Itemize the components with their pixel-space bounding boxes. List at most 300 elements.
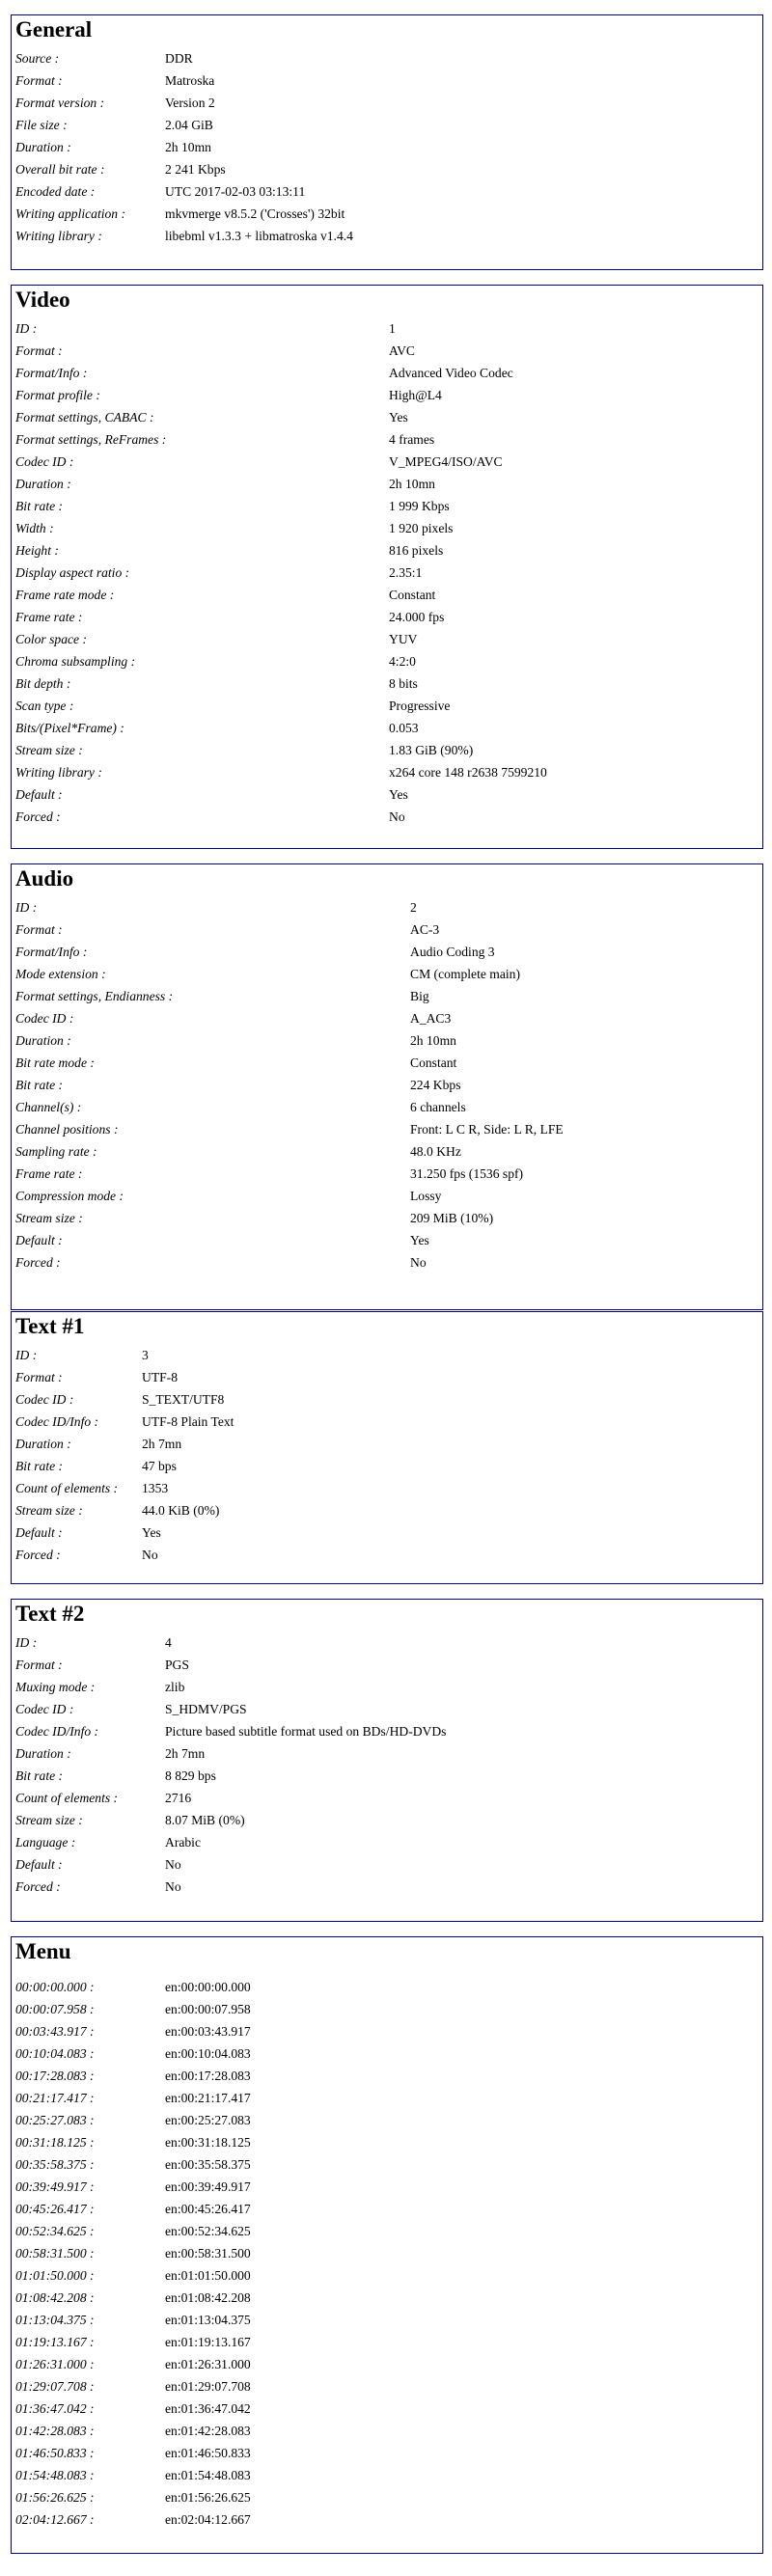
section-title: Text #1 [15, 1314, 85, 1338]
field-label: 01:46:50.833 : [15, 2446, 95, 2460]
info-row [15, 1251, 762, 1274]
field-label: 00:10:04.083 : [15, 2046, 95, 2061]
info-row [15, 918, 762, 941]
info-row [15, 1477, 762, 1499]
field-label: 00:45:26.417 : [15, 2202, 95, 2216]
field-value: AC-3 [410, 922, 440, 937]
field-label: Format/Info : [15, 366, 88, 380]
field-label: Bit rate : [15, 1459, 64, 1473]
field-value: en:01:29:07.708 [165, 2379, 251, 2394]
field-label: 01:54:48.083 : [15, 2468, 95, 2482]
info-row [15, 2020, 762, 2042]
field-label: Writing library : [15, 765, 102, 780]
audio-section [11, 863, 763, 1310]
info-row [15, 1007, 762, 1029]
field-label: 01:19:13.167 : [15, 2335, 95, 2349]
info-row [15, 628, 762, 650]
field-label: Codec ID : [15, 1702, 74, 1716]
field-label: Bits/(Pixel*Frame) : [15, 721, 124, 735]
info-row [15, 203, 762, 225]
info-row [15, 1140, 762, 1163]
info-rows [15, 47, 762, 247]
info-rows [15, 896, 762, 1274]
field-value: V_MPEG4/ISO/AVC [389, 454, 503, 469]
info-row [15, 1998, 762, 2020]
field-value: Picture based subtitle format used on BDs/HD-DVDs [165, 1724, 447, 1739]
field-value: 8 bits [389, 676, 418, 691]
info-row [15, 1388, 762, 1411]
field-value: 0.053 [389, 721, 419, 735]
field-label: ID : [15, 1635, 38, 1650]
field-label: Duration : [15, 1746, 71, 1761]
field-label: Frame rate : [15, 610, 83, 624]
field-label: Codec ID/Info : [15, 1724, 99, 1739]
info-row [15, 1344, 762, 1366]
info-row [15, 1698, 762, 1720]
field-label: 01:13:04.375 : [15, 2313, 95, 2327]
field-label: Forced : [15, 809, 61, 824]
info-row [15, 1433, 762, 1455]
info-row [15, 963, 762, 985]
info-row [15, 1366, 762, 1388]
field-value: en:00:35:58.375 [165, 2157, 251, 2172]
info-row [15, 384, 762, 406]
field-label: 00:39:49.917 : [15, 2179, 95, 2194]
field-label: Duration : [15, 1437, 71, 1451]
field-label: Color space : [15, 632, 88, 646]
field-value: 24.000 fps [389, 610, 445, 624]
field-label: Bit rate : [15, 499, 64, 513]
info-row [15, 2065, 762, 2087]
field-label: ID : [15, 321, 38, 336]
info-row [15, 1207, 762, 1229]
info-row [15, 69, 762, 92]
field-value: en:00:21:17.417 [165, 2091, 251, 2105]
info-row [15, 806, 762, 828]
field-value: en:00:39:49.917 [165, 2179, 251, 2194]
field-label: Count of elements : [15, 1791, 119, 1805]
field-value: Progressive [389, 699, 451, 713]
info-rows [15, 1344, 762, 1566]
field-value: en:01:46:50.833 [165, 2446, 251, 2460]
info-row [15, 1876, 762, 1898]
field-label: Height : [15, 543, 59, 558]
field-value: 2h 10mn [410, 1033, 456, 1048]
field-value: en:00:00:00.000 [165, 1980, 251, 1994]
video-section [11, 285, 763, 849]
field-label: ID : [15, 900, 38, 915]
info-row [15, 1720, 762, 1742]
field-value: en:00:45:26.417 [165, 2202, 251, 2216]
field-label: Format : [15, 1370, 63, 1384]
info-row [15, 47, 762, 69]
field-label: Format profile : [15, 388, 100, 402]
info-row [15, 2131, 762, 2153]
field-value: UTF-8 Plain Text [142, 1414, 234, 1429]
field-label: Muxing mode : [15, 1680, 96, 1694]
info-row [15, 941, 762, 963]
info-row [15, 1631, 762, 1654]
info-row [15, 1052, 762, 1074]
field-label: Source : [15, 51, 60, 66]
info-row [15, 539, 762, 562]
general-section [11, 14, 763, 270]
info-row [15, 761, 762, 783]
info-row [15, 428, 762, 451]
field-value: en:00:31:18.125 [165, 2135, 251, 2150]
field-label: 00:58:31.500 : [15, 2246, 95, 2261]
field-label: Forced : [15, 1255, 61, 1270]
field-value: No [142, 1548, 158, 1562]
field-label: Default : [15, 1233, 63, 1247]
field-value: x264 core 148 r2638 7599210 [389, 765, 547, 780]
info-row [15, 1185, 762, 1207]
field-label: 00:00:07.958 : [15, 2002, 95, 2016]
field-value: AVC [389, 343, 415, 358]
info-row [15, 2287, 762, 2309]
info-row [15, 225, 762, 247]
field-value: 8 829 bps [165, 1768, 216, 1783]
info-row [15, 340, 762, 362]
field-value: en:01:42:28.083 [165, 2424, 251, 2438]
field-value: Version 2 [165, 96, 215, 110]
field-value: Lossy [410, 1189, 442, 1203]
field-value: en:02:04:12.667 [165, 2512, 251, 2527]
info-row [15, 2198, 762, 2220]
field-value: libebml v1.3.3 + libmatroska v1.4.4 [165, 229, 353, 243]
field-label: 02:04:12.667 : [15, 2512, 95, 2527]
field-label: 01:42:28.083 : [15, 2424, 95, 2438]
field-value: Constant [410, 1055, 457, 1070]
field-label: Width : [15, 521, 54, 535]
field-value: en:01:54:48.083 [165, 2468, 251, 2482]
field-label: Language : [15, 1835, 76, 1850]
info-row [15, 1742, 762, 1765]
field-label: Format settings, ReFrames : [15, 432, 167, 447]
info-row [15, 2309, 762, 2331]
info-row [15, 1676, 762, 1698]
info-row [15, 2153, 762, 2176]
field-value: en:00:25:27.083 [165, 2113, 251, 2127]
field-value: en:00:03:43.917 [165, 2024, 251, 2039]
field-value: 2h 10mn [389, 477, 435, 491]
field-value: 4 frames [389, 432, 435, 447]
field-label: 00:52:34.625 : [15, 2224, 95, 2238]
info-row [15, 896, 762, 918]
field-value: 44.0 KiB (0%) [142, 1503, 220, 1518]
field-value: DDR [165, 51, 193, 66]
field-value: 209 MiB (10%) [410, 1211, 494, 1225]
field-label: Frame rate : [15, 1166, 83, 1181]
field-value: en:01:01:50.000 [165, 2268, 251, 2283]
section-title: Menu [15, 1939, 71, 1963]
section-title: Video [15, 288, 70, 312]
field-value: YUV [389, 632, 418, 646]
info-row [15, 2398, 762, 2420]
field-value: 1 [389, 321, 396, 336]
field-value: en:00:17:28.083 [165, 2069, 251, 2083]
field-label: Chroma subsampling : [15, 654, 136, 669]
field-value: Advanced Video Codec [389, 366, 513, 380]
info-row [15, 2264, 762, 2287]
field-value: UTF-8 [142, 1370, 179, 1384]
field-value: High@L4 [389, 388, 442, 402]
field-value: S_TEXT/UTF8 [142, 1392, 225, 1407]
field-label: ID : [15, 1348, 38, 1362]
field-value: No [410, 1255, 427, 1270]
field-value: 2 [410, 900, 417, 915]
info-row [15, 1455, 762, 1477]
info-row [15, 317, 762, 340]
field-label: Compression mode : [15, 1189, 124, 1203]
field-label: Duration : [15, 140, 71, 154]
field-label: 00:31:18.125 : [15, 2135, 95, 2150]
field-label: Encoded date : [15, 184, 96, 199]
field-label: Duration : [15, 477, 71, 491]
field-label: Stream size : [15, 1503, 83, 1518]
field-value: en:01:19:13.167 [165, 2335, 251, 2349]
field-label: Format : [15, 73, 63, 88]
info-row [15, 1787, 762, 1809]
field-value: zlib [165, 1680, 185, 1694]
info-row [15, 562, 762, 584]
field-value: 47 bps [142, 1459, 177, 1473]
info-row [15, 717, 762, 739]
field-value: 1.83 GiB (90%) [389, 743, 474, 757]
info-row [15, 2220, 762, 2242]
info-row [15, 1029, 762, 1052]
field-label: File size : [15, 118, 68, 132]
field-value: 1 920 pixels [389, 521, 454, 535]
info-row [15, 2353, 762, 2375]
field-label: Writing library : [15, 229, 102, 243]
field-label: Count of elements : [15, 1481, 119, 1495]
field-value: 8.07 MiB (0%) [165, 1813, 245, 1827]
field-label: Overall bit rate : [15, 162, 105, 177]
field-label: Mode extension : [15, 967, 106, 981]
info-row [15, 180, 762, 203]
field-label: Duration : [15, 1033, 71, 1048]
field-value: 31.250 fps (1536 spf) [410, 1166, 524, 1181]
info-row [15, 2331, 762, 2353]
field-value: Yes [389, 787, 408, 802]
field-value: en:01:26:31.000 [165, 2357, 251, 2371]
field-label: 01:08:42.208 : [15, 2290, 95, 2305]
field-label: 01:29:07.708 : [15, 2379, 95, 2394]
field-label: 00:35:58.375 : [15, 2157, 95, 2172]
field-value: en:01:08:42.208 [165, 2290, 251, 2305]
info-row [15, 1544, 762, 1566]
field-label: 01:36:47.042 : [15, 2401, 95, 2416]
menu-section [11, 1936, 763, 2554]
info-rows [15, 1631, 762, 1898]
field-label: Writing application : [15, 206, 126, 221]
field-label: Bit rate : [15, 1768, 64, 1783]
field-value: 6 channels [410, 1100, 466, 1114]
field-value: No [165, 1879, 181, 1894]
info-row [15, 2464, 762, 2486]
info-row [15, 606, 762, 628]
info-row [15, 114, 762, 136]
field-label: Codec ID : [15, 454, 74, 469]
field-value: Front: L C R, Side: L R, LFE [410, 1122, 564, 1137]
field-value: en:00:58:31.500 [165, 2246, 251, 2261]
info-rows [15, 1976, 762, 2531]
info-row [15, 739, 762, 761]
field-label: Format/Info : [15, 945, 88, 959]
info-row [15, 406, 762, 428]
info-row [15, 92, 762, 114]
info-row [15, 1074, 762, 1096]
field-label: Bit rate mode : [15, 1055, 95, 1070]
info-row [15, 1831, 762, 1853]
field-value: 2h 7mn [142, 1437, 182, 1451]
field-label: Default : [15, 787, 63, 802]
info-row [15, 650, 762, 672]
field-label: 01:56:26.625 : [15, 2490, 95, 2505]
info-row [15, 783, 762, 806]
field-value: en:01:13:04.375 [165, 2313, 251, 2327]
field-label: Format settings, Endianness : [15, 989, 174, 1003]
field-value: 2h 10mn [165, 140, 211, 154]
field-value: 224 Kbps [410, 1078, 461, 1092]
info-row [15, 2375, 762, 2398]
field-label: Format : [15, 922, 63, 937]
info-row [15, 1654, 762, 1676]
info-row [15, 1521, 762, 1544]
field-label: 00:25:27.083 : [15, 2113, 95, 2127]
field-label: Stream size : [15, 1813, 83, 1827]
info-row [15, 584, 762, 606]
info-rows [15, 317, 762, 828]
field-label: Format settings, CABAC : [15, 410, 154, 425]
info-row [15, 362, 762, 384]
field-value: A_AC3 [410, 1011, 452, 1026]
field-value: 2.04 GiB [165, 118, 213, 132]
field-value: en:01:56:26.625 [165, 2490, 251, 2505]
field-value: 2.35:1 [389, 565, 423, 580]
field-value: en:00:52:34.625 [165, 2224, 251, 2238]
info-row [15, 1809, 762, 1831]
info-row [15, 1765, 762, 1787]
field-value: en:00:00:07.958 [165, 2002, 251, 2016]
info-row [15, 672, 762, 695]
field-value: 48.0 KHz [410, 1144, 461, 1159]
field-value: 3 [142, 1348, 149, 1362]
info-row [15, 1976, 762, 1998]
field-label: Channel positions : [15, 1122, 119, 1137]
field-label: Format : [15, 343, 63, 358]
field-label: Default : [15, 1857, 63, 1872]
field-value: Audio Coding 3 [410, 945, 495, 959]
field-value: 1353 [142, 1481, 169, 1495]
section-title: Audio [15, 866, 74, 891]
field-label: Bit rate : [15, 1078, 64, 1092]
field-label: 00:17:28.083 : [15, 2069, 95, 2083]
field-label: 01:26:31.000 : [15, 2357, 95, 2371]
field-value: Arabic [165, 1835, 201, 1850]
info-row [15, 1229, 762, 1251]
field-value: en:01:36:47.042 [165, 2401, 251, 2416]
info-row [15, 985, 762, 1007]
field-label: Format version : [15, 96, 105, 110]
info-row [15, 495, 762, 517]
field-value: CM (complete main) [410, 967, 521, 981]
field-label: Bit depth : [15, 676, 71, 691]
info-row [15, 1163, 762, 1185]
field-label: 00:03:43.917 : [15, 2024, 95, 2039]
field-label: Forced : [15, 1548, 61, 1562]
field-label: Frame rate mode : [15, 588, 115, 602]
info-row [15, 1118, 762, 1140]
info-row [15, 2042, 762, 2065]
field-value: Big [410, 989, 429, 1003]
info-row [15, 517, 762, 539]
field-value: 816 pixels [389, 543, 444, 558]
field-value: Yes [389, 410, 408, 425]
section-title: General [15, 17, 93, 41]
field-label: 01:01:50.000 : [15, 2268, 95, 2283]
field-label: 00:00:00.000 : [15, 1980, 95, 1994]
field-value: Constant [389, 588, 436, 602]
field-value: 2716 [165, 1791, 192, 1805]
info-row [15, 1411, 762, 1433]
field-label: Forced : [15, 1879, 61, 1894]
field-value: en:00:10:04.083 [165, 2046, 251, 2061]
field-label: Codec ID/Info : [15, 1414, 99, 1429]
field-label: Format : [15, 1658, 63, 1672]
text2-section [11, 1599, 763, 1922]
field-label: Channel(s) : [15, 1100, 82, 1114]
field-value: 4 [165, 1635, 172, 1650]
info-row [15, 158, 762, 180]
info-row [15, 2242, 762, 2264]
field-value: UTC 2017-02-03 03:13:11 [165, 184, 306, 199]
field-label: Codec ID : [15, 1011, 74, 1026]
info-row [15, 2442, 762, 2464]
field-value: 2h 7mn [165, 1746, 206, 1761]
info-row [15, 2420, 762, 2442]
info-row [15, 2508, 762, 2531]
field-label: Display aspect ratio : [15, 565, 130, 580]
info-row [15, 1096, 762, 1118]
field-value: 2 241 Kbps [165, 162, 226, 177]
field-label: 00:21:17.417 : [15, 2091, 95, 2105]
field-value: 4:2:0 [389, 654, 416, 669]
field-value: No [389, 809, 405, 824]
info-row [15, 451, 762, 473]
info-row [15, 695, 762, 717]
field-value: Matroska [165, 73, 215, 88]
info-row [15, 473, 762, 495]
field-value: Yes [410, 1233, 429, 1247]
field-value: mkvmerge v8.5.2 ('Crosses') 32bit [165, 206, 345, 221]
field-label: Default : [15, 1525, 63, 1540]
info-row [15, 1853, 762, 1876]
info-row [15, 2087, 762, 2109]
field-label: Scan type : [15, 699, 74, 713]
info-row [15, 2176, 762, 2198]
info-row [15, 136, 762, 158]
info-row [15, 2486, 762, 2508]
field-value: 1 999 Kbps [389, 499, 450, 513]
info-row [15, 2109, 762, 2131]
section-title: Text #2 [15, 1602, 85, 1626]
field-label: Sampling rate : [15, 1144, 97, 1159]
field-value: Yes [142, 1525, 161, 1540]
text1-section [11, 1311, 763, 1584]
field-label: Stream size : [15, 1211, 83, 1225]
